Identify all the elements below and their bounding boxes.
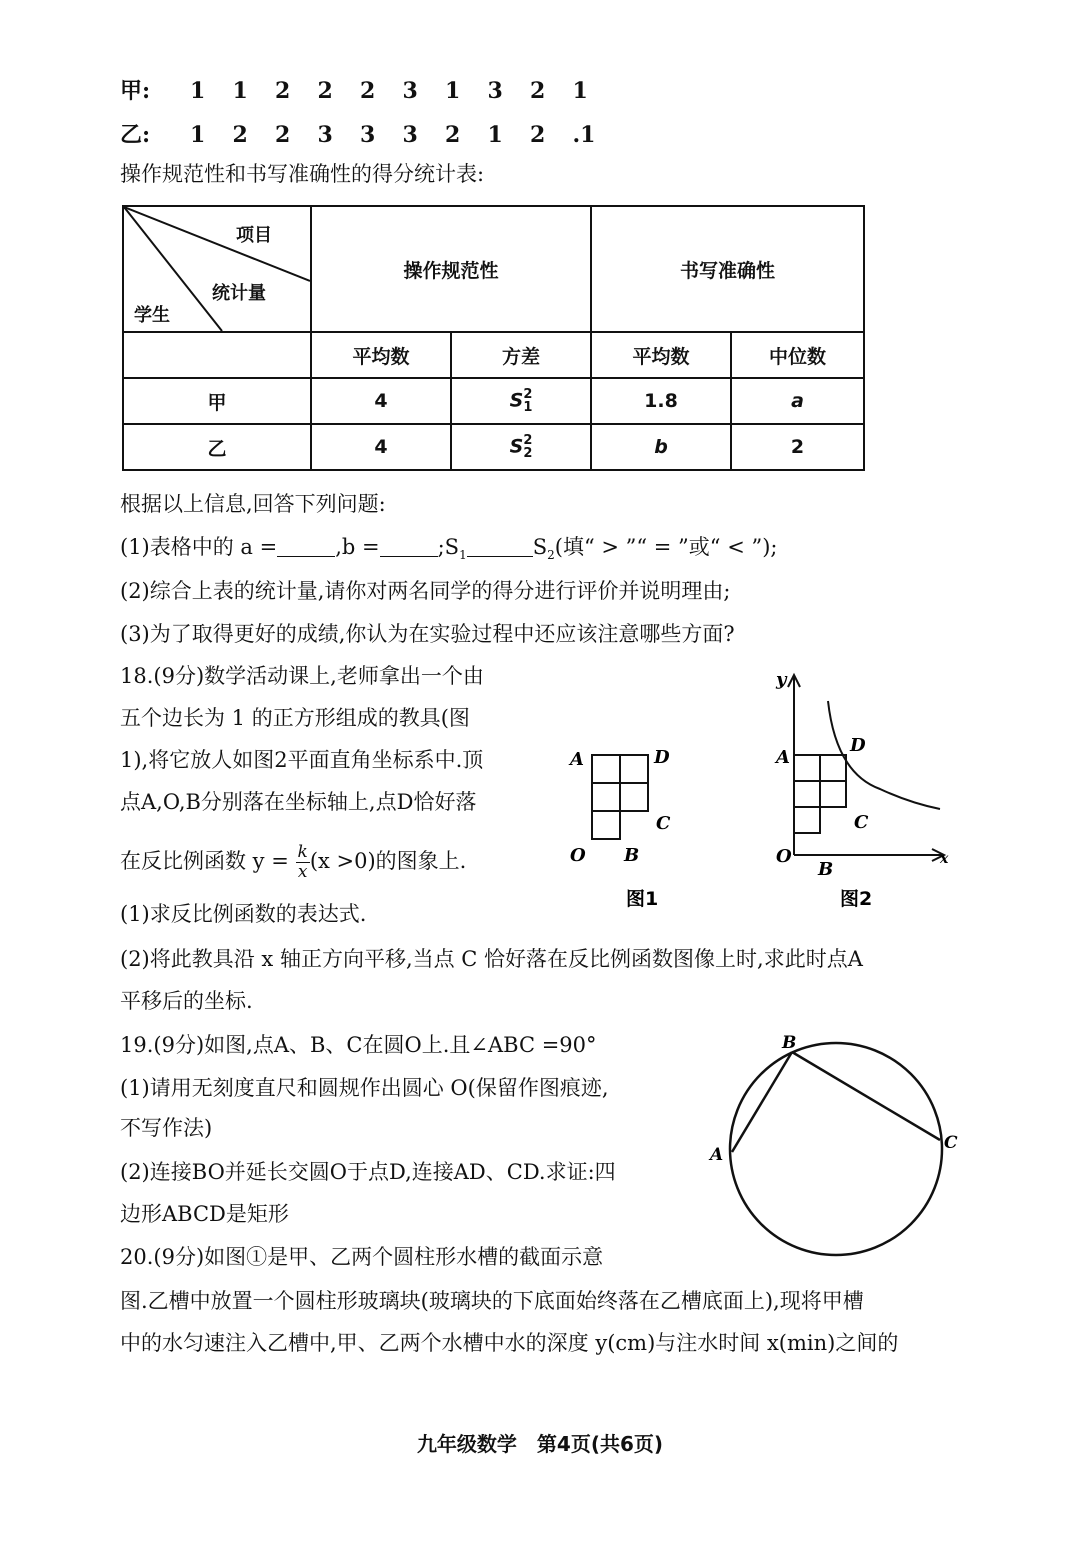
score-value: 1 [190,122,206,148]
q17-p1-b: ,b = [335,535,380,559]
fig2-y: y [776,669,787,690]
score-value: 3 [487,78,503,104]
fig2-C: C [854,812,869,833]
circle-B: B [782,1033,797,1053]
fig2-O: O [776,846,792,867]
variance-symbol: S [509,435,524,458]
q20-line3: 中的水匀速注入乙槽中,甲、乙两个水槽中水的深度 y(cm)与注水时间 x(min)之间的 [120,1331,899,1355]
page-footer: 九年级数学 第4页(共6页) [416,1432,664,1456]
q19-line1: 19.(9分)如图,点A、B、C在圆O上.且∠ABC =90° [120,1033,597,1057]
answer-blank [380,536,438,557]
fig2-D: D [850,735,866,756]
table-cell: 2 [731,424,864,470]
q19-line2: (1)请用无刻度直尺和圆规作出圆心 O(保留作图痕迹, [120,1076,609,1100]
q18-func-prefix: 在反比例函数 y = [120,849,289,873]
score-value: 2 [275,78,291,104]
circle-A: A [710,1145,724,1165]
table-cell [451,378,591,424]
corner-stat: 统计量 [212,283,266,304]
figure-1 [560,735,690,915]
fig1-C: C [656,813,671,834]
scores-jia [120,74,615,105]
corner-item: 项目 [236,225,272,246]
table-caption: 操作规范性和书写准确性的得分统计表: [120,162,485,186]
q18-line3: 1),将它放人如图2平面直角坐标系中.顶 [120,748,484,772]
empty-cell [123,332,311,378]
fig1-B: B [624,845,640,866]
q18-line4: 点A,O,B分别落在坐标轴上,点D恰好落 [120,790,477,814]
variance-sup: 2 [523,387,533,402]
corner-cell [123,206,311,332]
group-header: 操作规范性 [311,206,591,332]
stats-table [122,205,865,471]
fig2-B: B [818,859,834,880]
q17-p1-s1: ;S [437,535,460,559]
subheader: 平均数 [311,332,451,378]
variance-sup: 2 [523,433,533,448]
score-value: 1 [232,78,248,104]
variance-sub: 2 [523,446,533,461]
q17-p1-tail: (填“ > ”“ = ”或“ < ”); [554,535,778,559]
score-value: 3 [402,78,418,104]
table-cell: 1.8 [591,378,731,424]
score-value: 2 [317,78,333,104]
subheader: 中位数 [731,332,864,378]
q18-line2: 五个边长为 1 的正方形组成的教具(图 [120,706,470,730]
row-student: 甲 [123,378,311,424]
q17-part1: (1)表格中的 $a = ,b = ;S_1$ $S_2$(填“ > ”“ = ”或“ < ”); [120,535,778,563]
q19-line5: 边形ABCD是矩形 [120,1202,289,1226]
table-cell [451,424,591,470]
figure-circle [700,1030,970,1265]
q18-line5 [120,843,466,882]
score-value: 1 [190,78,206,104]
figure-2 [770,665,955,915]
score-value: 1 [572,78,588,104]
fig1-D: D [654,747,670,768]
q19-line4: (2)连接BO并延长交圆O于点D,连接AD、CD.求证:四 [120,1160,616,1184]
q20-line1: 20.(9分)如图①是甲、乙两个圆柱形水槽的截面示意 [120,1245,604,1269]
q20-line2: 图.乙槽中放置一个圆柱形玻璃块(玻璃块的下底面始终落在乙槽底面上),现将甲槽 [120,1289,864,1313]
q18-func-suffix: (x >0)的图象上. [309,849,467,873]
fig1-caption: 图1 [626,888,659,910]
q17-p1-s2: S [532,535,548,559]
q18-part1: (1)求反比例函数的表达式. [120,902,367,926]
row-student: 乙 [123,424,311,470]
table-cell: 4 [311,378,451,424]
score-value: 3 [317,122,333,148]
table-cell: b [591,424,731,470]
q17-p1-a: (1)表格中的 a = [120,535,278,559]
subheader: 方差 [451,332,591,378]
scores-jia-label: 甲: [120,78,151,104]
score-value: 2 [232,122,248,148]
answer-blank [277,536,335,557]
fig1-A: A [570,749,584,770]
score-value: 2 [360,78,376,104]
q18-part2-b: 平移后的坐标. [120,989,253,1013]
answer-blank [467,536,533,557]
scores-yi [120,118,615,149]
group-header: 书写准确性 [591,206,864,332]
fraction-k-over-x [296,843,310,882]
q17-part2: (2)综合上表的统计量,请你对两名同学的得分进行评价并说明理由; [120,579,731,603]
frac-denominator: x [297,862,308,882]
q17-intro: 根据以上信息,回答下列问题: [120,492,386,516]
score-value: 3 [402,122,418,148]
score-value: 1 [445,78,461,104]
q17-part3: (3)为了取得更好的成绩,你认为在实验过程中还应该注意哪些方面? [120,622,735,646]
score-value: 1 [487,122,503,148]
fig1-O: O [570,845,586,866]
table-cell: 4 [311,424,451,470]
q19-line3: 不写作法) [120,1116,213,1140]
score-value: 2 [445,122,461,148]
fig2-A: A [776,747,790,768]
frac-numerator: k [297,842,308,862]
subheader: 平均数 [591,332,731,378]
score-value: 2 [530,78,546,104]
fig2-caption: 图2 [840,888,873,910]
q18-line1: 18.(9分)数学活动课上,老师拿出一个由 [120,664,484,688]
variance-symbol: S [509,389,524,412]
table-cell: a [731,378,864,424]
score-value: .1 [572,122,596,148]
score-value: 2 [275,122,291,148]
score-value: 3 [360,122,376,148]
q18-part2-a: (2)将此教具沿 x 轴正方向平移,当点 C 恰好落在反比例函数图像上时,求此时点A [120,947,863,971]
fig2-x: x [940,851,949,867]
variance-sub: 1 [523,400,533,415]
corner-student: 学生 [134,305,170,326]
circle-C: C [944,1133,958,1153]
scores-yi-label: 乙: [120,122,151,148]
score-value: 2 [530,122,546,148]
